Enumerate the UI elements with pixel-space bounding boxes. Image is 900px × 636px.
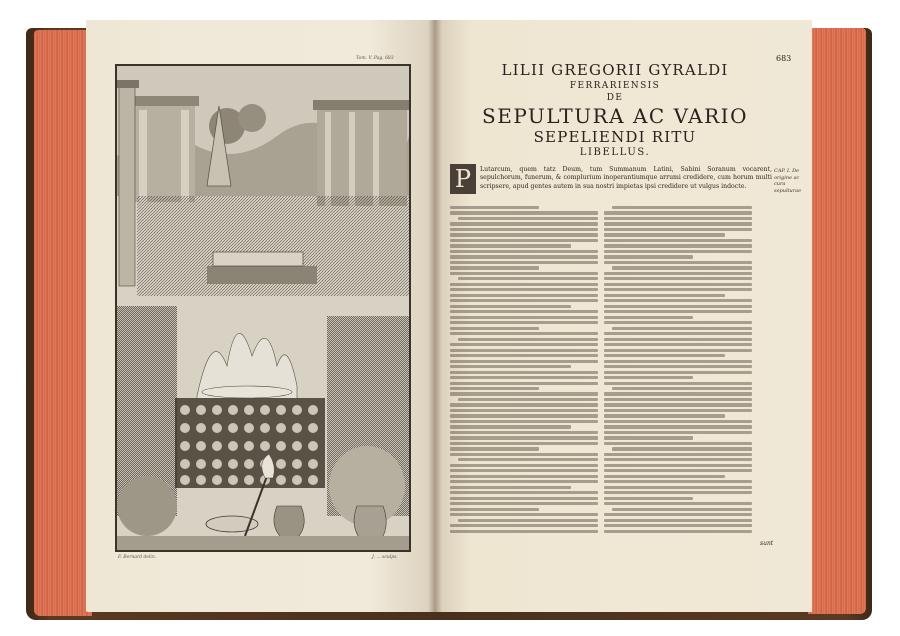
- text-line: [604, 486, 752, 489]
- text-line: [604, 233, 725, 236]
- text-line: [604, 294, 725, 297]
- text-line: [450, 382, 598, 385]
- text-line: [458, 338, 598, 341]
- text-line: [604, 255, 693, 258]
- text-line: [604, 382, 752, 385]
- text-line: [604, 530, 752, 533]
- text-line: [604, 398, 752, 401]
- text-line: [604, 250, 752, 253]
- text-line: [604, 469, 752, 472]
- text-line: [604, 310, 752, 313]
- text-line: [450, 414, 598, 417]
- text-line: [604, 436, 693, 439]
- text-line: [450, 425, 571, 428]
- text-line: [450, 502, 598, 505]
- text-line: [450, 299, 598, 302]
- text-line: [450, 222, 598, 225]
- text-line: [450, 244, 571, 247]
- text-line: [604, 403, 752, 406]
- text-line: [450, 371, 598, 374]
- text-line: [604, 442, 752, 445]
- text-line: [450, 365, 571, 368]
- text-line: [604, 354, 725, 357]
- text-line: [604, 338, 752, 341]
- text-line: [604, 513, 752, 516]
- catchword: sunt: [760, 540, 774, 547]
- text-line: [604, 349, 752, 352]
- text-line: [450, 316, 598, 319]
- text-line: [450, 508, 539, 511]
- page-edge-right: [808, 28, 866, 614]
- text-line: [458, 519, 598, 522]
- text-line: [604, 343, 752, 346]
- text-line: [450, 288, 598, 291]
- text-line: [604, 392, 752, 395]
- text-line: [450, 431, 598, 434]
- title-line-main: SEPULTURA AC VARIO: [482, 104, 748, 128]
- text-line: [604, 376, 693, 379]
- text-line: [604, 524, 752, 527]
- text-line: [450, 272, 598, 275]
- text-line: [450, 469, 598, 472]
- text-line: [604, 228, 752, 231]
- text-line: [450, 305, 571, 308]
- text-line: [450, 442, 598, 445]
- title-line-origin: FERRARIENSIS: [569, 81, 661, 91]
- title-line-de: DE: [606, 93, 624, 103]
- text-line: [450, 480, 598, 483]
- text-line: [604, 420, 752, 423]
- engraving-plate: [115, 64, 411, 552]
- text-line: [604, 409, 752, 412]
- text-line: [450, 343, 598, 346]
- lead-paragraph: Lutarcum, quem tatz Deum, tum Summanum Latini, Sabini Soranum vocarent, sepulchorum, funerum, & complurium inoperantiumque arrumi credidere, cum horum multi scripsere, apud gentes autem in sua nostri impietas ipsi credidere ut vulgus indocte.: [480, 166, 772, 190]
- text-line: [450, 464, 598, 467]
- margin-note: CAP. I. De origine ac cura sepulturae: [774, 168, 802, 194]
- text-line: [604, 475, 725, 478]
- text-line: [458, 458, 598, 461]
- text-line: [612, 508, 752, 511]
- text-line: [612, 447, 752, 450]
- text-line: [604, 316, 693, 319]
- text-line: [604, 431, 752, 434]
- text-line: [604, 497, 693, 500]
- text-line: [450, 530, 598, 533]
- text-line: [450, 524, 598, 527]
- text-line: [450, 349, 598, 352]
- text-line: [450, 233, 598, 236]
- text-line: [450, 310, 598, 313]
- text-line: [604, 305, 752, 308]
- text-line: [604, 425, 752, 428]
- text-line: [450, 447, 539, 450]
- text-line: [450, 228, 598, 231]
- text-line: [604, 502, 752, 505]
- text-line: [450, 294, 598, 297]
- text-line: [604, 458, 752, 461]
- text-line: [450, 360, 598, 363]
- text-line: [604, 491, 752, 494]
- drop-cap: P: [450, 164, 476, 194]
- text-line: [450, 250, 598, 253]
- text-line: [604, 321, 752, 324]
- plate-caption-right: J. ... sculps.: [372, 555, 398, 560]
- text-line: [450, 283, 598, 286]
- text-line: [450, 327, 539, 330]
- text-line: [604, 414, 725, 417]
- text-line: [604, 299, 752, 302]
- engraving-illustration: [117, 66, 409, 550]
- page-edge-left: [34, 30, 92, 616]
- text-line: [450, 403, 598, 406]
- plate-caption-left: F. Bernard delin.: [118, 555, 157, 560]
- text-line: [458, 277, 598, 280]
- text-line: [612, 206, 752, 209]
- text-line: [604, 261, 752, 264]
- title-line-sub: SEPELIENDI RITU: [533, 128, 697, 146]
- text-line: [604, 365, 752, 368]
- text-line: [450, 332, 598, 335]
- text-line: [604, 239, 752, 242]
- title-block: [440, 60, 790, 160]
- text-line: [604, 217, 752, 220]
- text-line: [604, 371, 752, 374]
- text-line: [450, 497, 598, 500]
- text-line: [450, 261, 598, 264]
- text-line: [604, 288, 752, 291]
- page-number: 683: [776, 54, 792, 63]
- text-line: [450, 266, 539, 269]
- text-line: [612, 387, 752, 390]
- text-line: [604, 244, 752, 247]
- text-line: [450, 436, 598, 439]
- text-column-right: [604, 206, 752, 538]
- text-line: [612, 266, 752, 269]
- text-column-left: [450, 206, 598, 538]
- text-line: [604, 453, 752, 456]
- text-line: [604, 332, 752, 335]
- text-line: [450, 387, 539, 390]
- text-line: [604, 277, 752, 280]
- plate-volume-mark: Tom. V. Pag. 683: [356, 56, 394, 61]
- text-line: [458, 217, 598, 220]
- text-line: [458, 398, 598, 401]
- text-line: [604, 519, 752, 522]
- text-line: [450, 513, 598, 516]
- text-line: [450, 420, 598, 423]
- text-line: [450, 211, 598, 214]
- text-line: [450, 239, 598, 242]
- text-line: [612, 327, 752, 330]
- text-line: [450, 354, 598, 357]
- text-line: [604, 283, 752, 286]
- text-line: [450, 409, 598, 412]
- title-line-libellus: LIBELLUS.: [579, 147, 651, 158]
- text-line: [604, 464, 752, 467]
- text-line: [450, 392, 598, 395]
- title-line-author: LILII GREGORII GYRALDI: [501, 61, 729, 79]
- text-line: [450, 255, 598, 258]
- text-line: [450, 376, 598, 379]
- text-line: [604, 222, 752, 225]
- text-line: [604, 272, 752, 275]
- text-line: [450, 453, 598, 456]
- text-line: [604, 360, 752, 363]
- text-line: [604, 480, 752, 483]
- text-line: [450, 486, 571, 489]
- text-line: [450, 206, 539, 209]
- text-line: [604, 211, 752, 214]
- text-line: [450, 321, 598, 324]
- text-line: [450, 475, 598, 478]
- text-line: [450, 491, 598, 494]
